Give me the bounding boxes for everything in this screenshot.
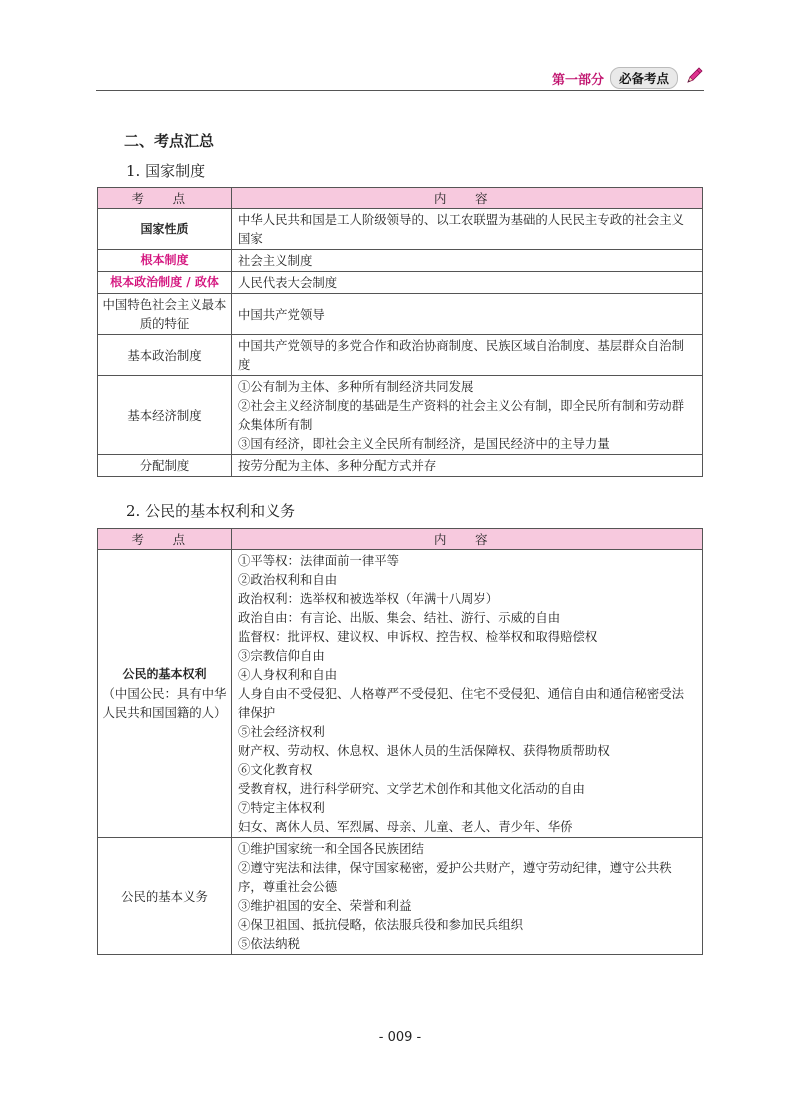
- table-row: [98, 376, 703, 455]
- content-cell: ①平等权：法律面前一律平等 ②政治权利和自由 政治权利：选举权和被选举权（年满十八周岁） 政治自由：有言论、出版、集会、结社、游行、示威的自由 监督权：批评权、建议权、申诉权、控告权、检举权和取得赔偿权 ③宗教信仰自由 ④人身权利和自由 人身自由不受侵犯、人格尊严不受侵犯、住宅不受侵犯、通信自由和通信秘密受法律保护 ⑤社会经济权利 财产权、劳动权、休息权、退休人员的生活保障权、获得物质帮助权 ⑥文化教育权 受教育权，进行科学研究、文学艺术创作和其他文化活动的自由 ⑦特定主体权利 妇女、离休人员、军烈属、母亲、儿童、老人、青少年、华侨: [232, 550, 703, 838]
- table-header-row: [98, 188, 703, 209]
- table-row: [98, 550, 703, 838]
- header-cell-key: 考 点: [98, 529, 232, 550]
- key-cell: 公民的基本义务: [98, 838, 232, 955]
- header-divider: [96, 90, 704, 91]
- content-cell: 人民代表大会制度: [232, 272, 703, 294]
- table-row: [98, 838, 703, 955]
- header-cell-content: 内 容: [232, 529, 703, 550]
- content-cell: 按劳分配为主体、多种分配方式并存: [232, 455, 703, 477]
- section-title: 二、考点汇总: [124, 132, 215, 150]
- key-note: （中国公民：具有中华人民共和国国籍的人）: [102, 686, 227, 720]
- key-cell: 根本制度: [98, 250, 232, 272]
- table-row: [98, 209, 703, 250]
- citizen-rights-table: [97, 528, 703, 955]
- table2-title: 2. 公民的基本权利和义务: [126, 502, 296, 520]
- key-title: 公民的基本权利: [122, 667, 207, 681]
- part-label: 第一部分: [551, 72, 604, 88]
- pencil-icon: [684, 66, 704, 90]
- table-row: [98, 250, 703, 272]
- key-cell: 基本政治制度: [98, 335, 232, 376]
- header-cell-key: 考 点: [98, 188, 232, 209]
- header-cell-content: 内 容: [232, 188, 703, 209]
- content-cell: 社会主义制度: [232, 250, 703, 272]
- content-cell: 中国共产党领导的多党合作和政治协商制度、民族区域自治制度、基层群众自治制度: [232, 335, 703, 376]
- content-cell: 中华人民共和国是工人阶级领导的、以工农联盟为基础的人民民主专政的社会主义国家: [232, 209, 703, 250]
- content-cell: 中国共产党领导: [232, 294, 703, 335]
- table-row: [98, 335, 703, 376]
- key-cell: 根本政治制度 / 政体: [98, 272, 232, 294]
- key-cell: 中国特色社会主义最本质的特征: [98, 294, 232, 335]
- table1-title: 1. 国家制度: [126, 162, 206, 180]
- content-cell: ①公有制为主体、多种所有制经济共同发展 ②社会主义经济制度的基础是生产资料的社会主义公有制，即全民所有制和劳动群众集体所有制 ③国有经济，即社会主义全民所有制经济，是国民经济中的主导力量: [232, 376, 703, 455]
- content-cell: ①维护国家统一和全国各民族团结 ②遵守宪法和法律，保守国家秘密，爱护公共财产，遵守劳动纪律，遵守公共秩序，尊重社会公德 ③维护祖国的安全、荣誉和利益 ④保卫祖国、抵抗侵略，依法服兵役和参加民兵组织 ⑤依法纳税: [232, 838, 703, 955]
- section-badge: 必备考点: [610, 67, 678, 89]
- table-row: [98, 294, 703, 335]
- page-number: - 009 -: [378, 1030, 422, 1045]
- page-header: [552, 68, 704, 88]
- key-cell: 基本经济制度: [98, 376, 232, 455]
- table-row: [98, 272, 703, 294]
- key-cell: 分配制度: [98, 455, 232, 477]
- table-header-row: [98, 529, 703, 550]
- key-cell: 国家性质: [98, 209, 232, 250]
- key-cell: [98, 550, 232, 838]
- table-row: [98, 455, 703, 477]
- national-system-table: [97, 187, 703, 477]
